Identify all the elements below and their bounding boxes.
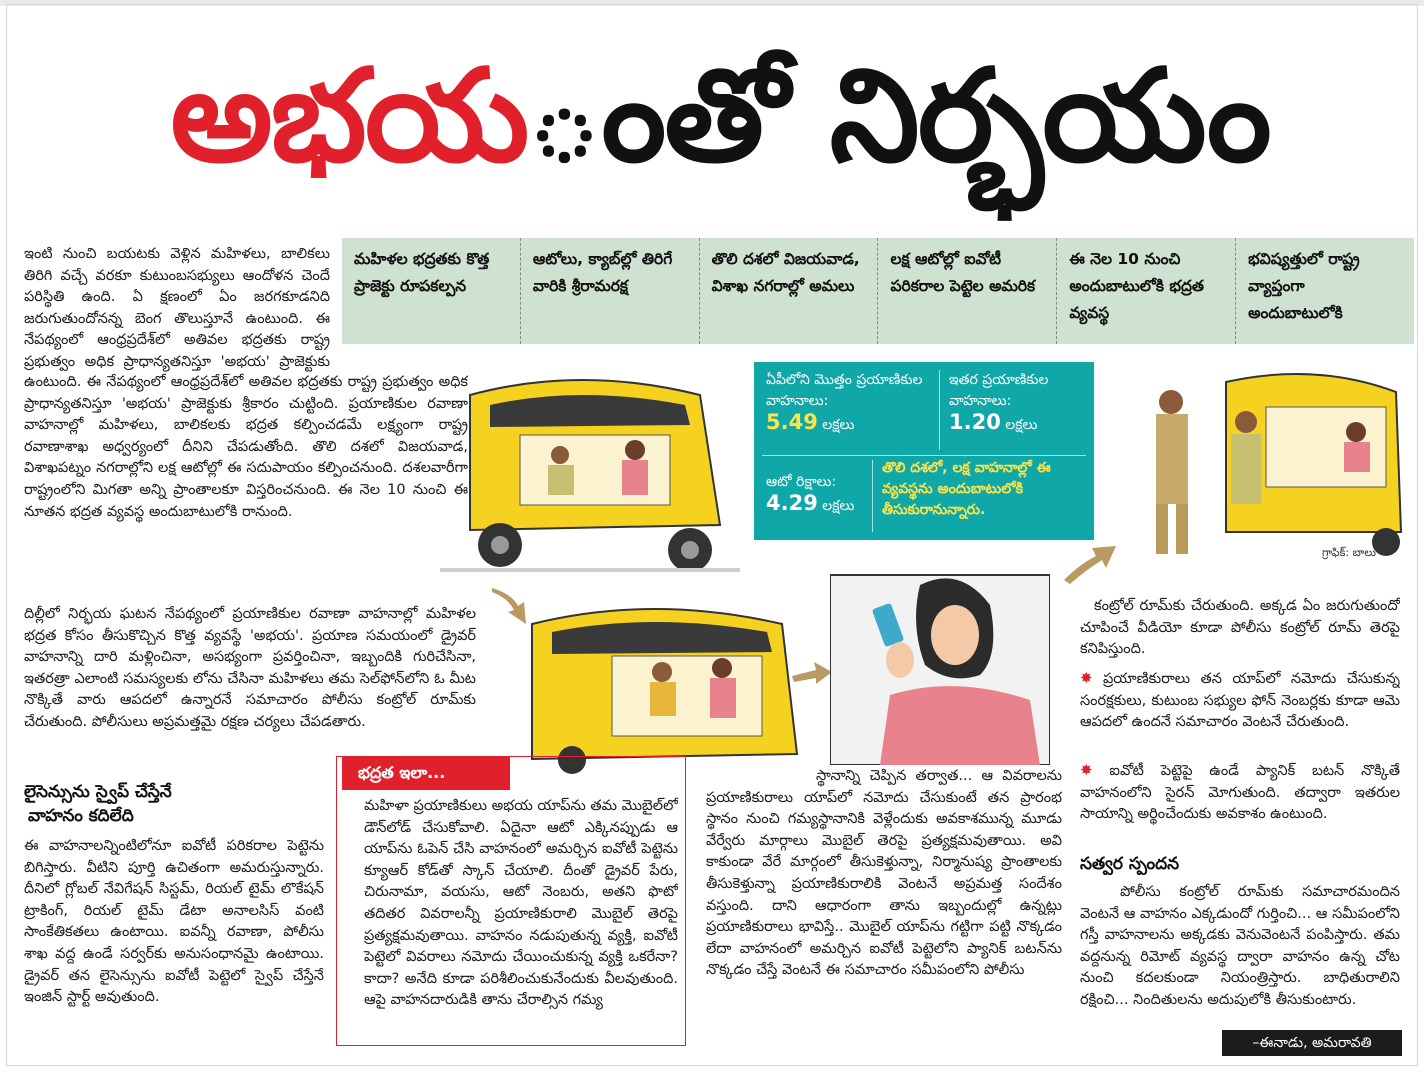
intro-paragraph-continued <box>24 372 468 576</box>
starburst-icon: ✸ <box>1080 761 1093 779</box>
stats-other-value: 1.20 <box>949 410 1001 434</box>
strip-item: మహిళల భద్రతకు కొత్త ప్రాజెక్టు రూపకల్పన <box>354 250 490 295</box>
delhi-paragraph <box>24 604 476 754</box>
stats-other-label: ఇతర ప్రయాణికుల వాహనాలు: <box>949 372 1049 409</box>
stats-total-value: 5.49 <box>766 410 818 434</box>
strip-item: లక్ష ఆటోల్లో ఐవోటీ పరికరాల పెట్టెల అమరిక <box>877 238 1056 344</box>
right-continuation-text: కంట్రోల్ రూమ్‌కు చేరుతుంది. అక్కడ ఏం జరుగుతుందో చూపించే వీడియో కూడా పోలీసు కంట్రోల్ రూమ్ తెరపై కనిపిస్తుంది. <box>1080 598 1400 658</box>
stats-other <box>949 370 1089 436</box>
right-continuation <box>1080 596 1400 660</box>
right-bullet-2-text: ఐవోటీ పెట్టెపై ఉండే ప్యానిక్ బటన్ నొక్కితే వాహనంలోని సైరన్ మోగుతుంది. తద్వారా ఇతరుల సాయాన్ని అర్థించేందుకు అవకాశం ఉంటుంది. <box>1080 763 1400 823</box>
middle-column-text: స్థానాన్ని చెప్పిన తర్వాత... ఆ వివరాలను ప్రయాణికురాలు యాప్‌లో నమోదు చేసుకుంటే తన ప్రారంభ స్థానం నుంచి గమ్యస్థానానికి వెళ్లేందుకు అవకాశమున్న మూడు వేర్వేరు మార్గాలు మొబైల్ తెరపై ప్రత్యక్షమవుతాయి. అవి కాకుండా వేరే మార్గంలో తీసుకెళ్తున్నా, నిర్మానుష్య ప్రాంతాలకు తీసుకెళ్తున్నా ప్రయాణికురాలికి వెంటనే అప్రమత్త సందేశం వస్తుంది. దాని ఆధారంగా తాను ఇబ్బందుల్లో ఉన్నట్లు ప్రయాణికురాలు భావిస్తే.. మొబైల్ యాప్‌ను గట్టిగా పట్టి నొక్కడం లేదా వాహనంలో అమర్చిన ఐవోటీ పెట్టెలోని ప్యానిక్ బటన్‌ను నొక్కడం చేస్తే వెంటనే ఈ సమాచారం సమీపంలోని పోలీసు <box>706 768 1062 979</box>
stats-total-label: ఏపీలోని మొత్తం ప్రయాణికుల వాహనాలు: <box>766 372 923 409</box>
auto-rickshaw-illustration-1 <box>430 355 750 585</box>
license-section <box>24 780 324 828</box>
right-bullet-1-text: ప్రయాణికురాలు తన యాప్‌లో నమోదు చేసుకున్న సంరక్షకులు, కుటుంబ సభ్యుల ఫోన్ నెంబర్లకు కూడా ఆమె ఆపదలో ఉందనే సమాచారం వెంటనే చేరుతుంది. <box>1080 671 1400 731</box>
stats-total-unit: లక్షలు <box>822 417 855 433</box>
strip-item: తొలి దశలో విజయవాడ, విశాఖ నగరాల్లో అమలు <box>699 238 878 344</box>
quick-response-text: పోలీసు కంట్రోల్ రూమ్‌కు సమాచారమందిన వెంటనే ఆ వాహనం ఎక్కడుందో గుర్తించి... ఆ సమీపంలోని గస్తీ వాహనాలను అక్కడకు వెనువెంటనే పంపిస్తారు. తమ వద్దనున్న రిమోట్ వ్యవస్థ ద్వారా వాహనం ఉన్న చోట నుంచి కదలకుండా నియంత్రిస్తారు. బాధితురాలిని రక్షించి... నిందితులను అదుపులోకి తీసుకుంటారు. <box>1080 884 1400 1008</box>
stats-auto-unit: లక్షలు <box>822 498 855 514</box>
stats-box <box>754 362 1094 540</box>
woman-phone-illustration <box>830 565 1050 765</box>
byline: –ఈనాడు, అమరావతి <box>1222 1030 1402 1056</box>
middle-column <box>706 766 1062 1036</box>
license-text: ఈ వాహనాలన్నింటిలోనూ ఐవోటీ పరికరాల పెట్టెను బిగిస్తారు. వీటిని పూర్తి ఉచితంగా అమరుస్తున్నారు. దీనిలో గ్లోబల్ నేవిగేషన్ సిస్టమ్, రియల్ టైమ్ లొకేషన్ ట్రాకింగ్, రియల్ టైమ్ డేటా అనాలసిస్ వంటి సాంకేతికతలు ఉంటాయి. ఐవన్నీ రవాణా, పోలీసు శాఖ వద్ద ఉండే సర్వర్‌కు అనుసంధానమై ఉంటాయి. డ్రైవర్ తన లైసెన్సును ఐవోటీ పెట్టెలో స్వైప్ చేస్తేనే ఇంజిన్ స్టార్ట్ అవుతుంది. <box>24 838 324 1006</box>
headline-red: అభయ <box>170 42 528 191</box>
intro-text: ఇంటి నుంచి బయటకు వెళ్లిన మహిళలు, బాలికలు తిరిగి వచ్చే వరకూ కుటుంబసభ్యులు ఆందోళన చెందే పరిస్థితి ఉంది. ఏ క్షణంలో ఏం జరగకూడనిది జరుగుతుందోనన్న బెంగ తొలుస్తూనే ఉంటుంది. ఈ నేపథ్యంలో ఆంధ్రప్రదేశ్‌లో అతివల భద్రతకు రాష్ట్ర ప్రభుత్వం అధిక ప్రాధాన్యతనిస్తూ 'అభయ' ప్రాజెక్టుకు <box>24 246 330 370</box>
flow-arrow-icon <box>1060 540 1120 584</box>
stats-phase-note: తొలి దశలో, లక్ష వాహనాల్లో ఈ వ్యవస్థను అందుబాటులోకి తీసుకురానున్నారు. <box>882 460 1051 518</box>
starburst-icon: ✸ <box>1080 669 1093 687</box>
graphic-credit: గ్రాఫిక్: బాలు <box>1322 546 1376 559</box>
summary-strip <box>342 238 1414 344</box>
right-bullet-2 <box>1080 760 1400 848</box>
auto-rickshaw-illustration-2 <box>512 594 812 774</box>
license-paragraph <box>24 836 324 1042</box>
safety-sidebar-title: భద్రత ఇలా... <box>342 756 510 790</box>
quick-response-heading: సత్వర స్పందన <box>1080 854 1180 874</box>
stats-auto-label: ఆటో రిక్షాలు: <box>766 474 837 490</box>
intro-text-cont: ఉంటుంది. ఈ నేపథ్యంలో ఆంధ్రప్రదేశ్‌లో అతివల భద్రతకు రాష్ట్ర ప్రభుత్వం అధిక ప్రాధాన్యతనిస్తూ 'అభయ' ప్రాజెక్టుకు శ్రీకారం చుట్టింది. ప్రయాణికుల రవాణా వాహనాల్లో మహిళలు, బాలికలకు భద్రత కల్పించడమే లక్ష్యంగా రాష్ట్ర రవాణాశాఖ అధ్వర్యంలో దీనిని చేపడుతోంది. తొలి దశలో విజయవాడ, విశాఖపట్నం నగరాల్లోని లక్ష ఆటోల్లో ఈ సదుపాయం కల్పించనుంది. దశలవారీగా రాష్ట్రంలోని మిగతా అన్ని ప్రాంతాలకూ విస్తరించనుంది. ఈ నెల 10 నుంచి ఈ నూతన భద్రత వ్యవస్థ అందుబాటులోకి రానుంది. <box>24 374 468 520</box>
stats-total <box>766 370 936 436</box>
stats-other-unit: లక్షలు <box>1005 417 1038 433</box>
strip-item: భవిష్యత్తులో రాష్ట్ర వ్యాప్తంగా అందుబాటులోకి <box>1235 238 1414 344</box>
strip-item: ఈ నెల 10 నుంచి అందుబాటులోకి భద్రత వ్యవస్థ <box>1056 238 1235 344</box>
stats-auto <box>766 472 870 517</box>
delhi-text: దిల్లీలో నిర్భయ ఘటన నేపథ్యంలో ప్రయాణికుల రవాణా వాహనాల్లో మహిళల భద్రత కోసం తీసుకొచ్చిన కొత్త వ్యవస్థే 'అభయ'. ప్రయాణ సమయంలో డ్రైవర్ వాహనాన్ని దారి మళ్లించినా, అసభ్యంగా ప్రవర్తించినా, ఇబ్బందికి గురిచేసినా, ఇతరత్రా ఎలాంటి సమస్యలకు లోను చేసినా మహిళలు తమ సెల్‌ఫోన్‌లోని ఓ మీట నొక్కితే వారు ఆపదలో ఉన్నారనే సమాచారం పోలీసు కంట్రోల్ రూమ్‌కు చేరుతుంది. పోలీసులు అప్రమత్తమై రక్షణ చర్యలు చేపడతారు. <box>24 606 476 730</box>
headline-black: ంతో నిర్భయం <box>527 42 1270 191</box>
safety-sidebar-body <box>348 796 678 1042</box>
quick-response-paragraph <box>1080 882 1400 1030</box>
stats-auto-value: 4.29 <box>766 491 818 515</box>
headline <box>40 22 1400 212</box>
intro-paragraph-top <box>24 244 330 374</box>
strip-item: ఆటోలు, క్యాబ్‌ల్లో తిరిగే వారికి శ్రీరామరక్ష <box>520 238 699 344</box>
license-heading-1: లైసెన్సును స్వైప్ చేస్తేనే <box>24 782 172 802</box>
safety-sidebar-text: మహిళా ప్రయాణికులు అభయ యాప్‌ను తమ మొబైల్‌లో డౌన్‌లోడ్ చేసుకోవాలి. ఏదైనా ఆటో ఎక్కినప్పుడు ఆ యాప్‌ను ఓపెన్ చేసి వాహనంలో అమర్చిన ఐవోటీ పెట్టెను క్యూఆర్ కోడ్‌తో స్కాన్ చేయాలి. దీంతో డ్రైవర్ పేరు, చిరునామా, వయసు, ఆటో నెంబరు, అతని ఫొటో తదితర వివరాలన్నీ ప్రయాణికురాలి మొబైల్ తెరపై ప్రత్యక్షమవుతాయి. వాహనం నడుపుతున్న వ్యక్తి, ఐవోటీ పెట్టెలో వివరాలు నమోదు చేయించుకున్న వ్యక్తి ఒకరేనా? కాదా? అనేది కూడా పరిశీలించుకునేందుకు వీలవుతుంది. ఆపై వాహనదారుడికి తాను చేరాల్సిన గమ్య <box>364 798 678 1009</box>
right-bullet-1 <box>1080 668 1400 756</box>
police-illustration <box>1116 362 1412 562</box>
license-heading-2: వాహనం కదిలేది <box>28 806 134 826</box>
